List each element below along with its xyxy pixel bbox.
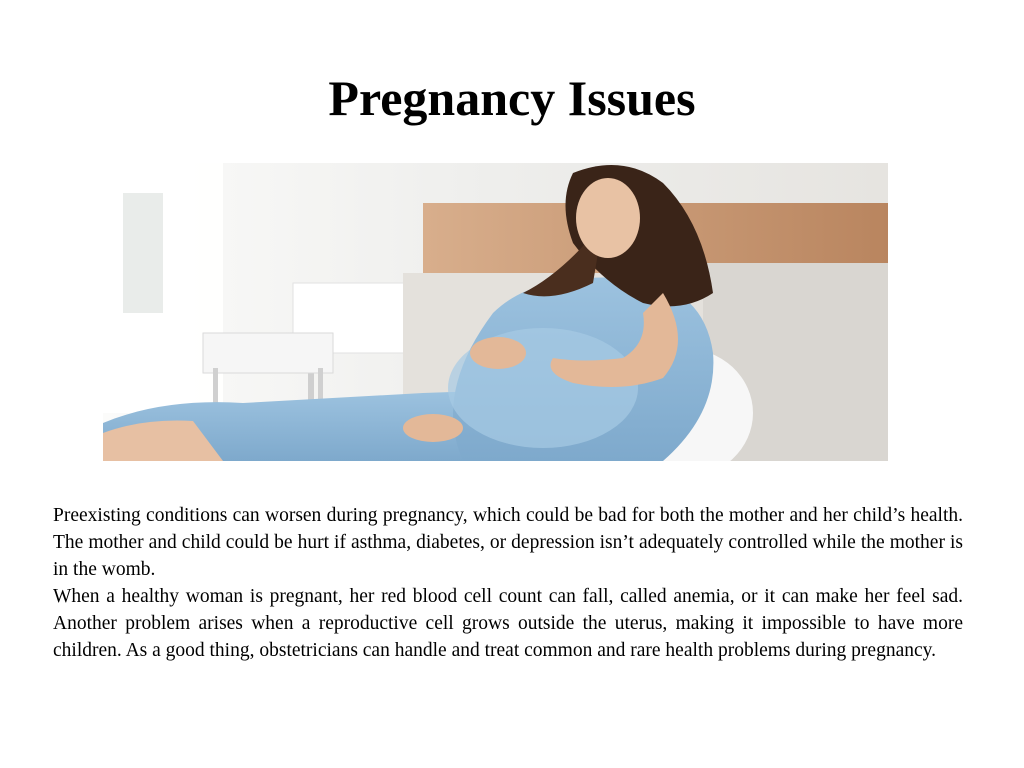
- paragraph-healthy-woman: When a healthy woman is pregnant, her red blood cell count can fall, called anemia, or it can make her feel sad. Another problem arises when a reproductive cell grows outside the uterus, making it impossible to have more children. As a good thing, obstetricians can handle and treat common and rare health problems during pregnancy.: [53, 586, 963, 661]
- pregnant-woman-photo: [103, 163, 888, 461]
- slide-title: Pregnancy Issues: [328, 70, 696, 126]
- paragraph-preexisting-conditions: Preexisting conditions can worsen during pregnancy, which could be bad for both the mother and her child’s health. The mother and child could be hurt if asthma, diabetes, or depression isn’t adequately controlled while the mother is in the womb.: [53, 505, 963, 580]
- body-text: [53, 502, 963, 664]
